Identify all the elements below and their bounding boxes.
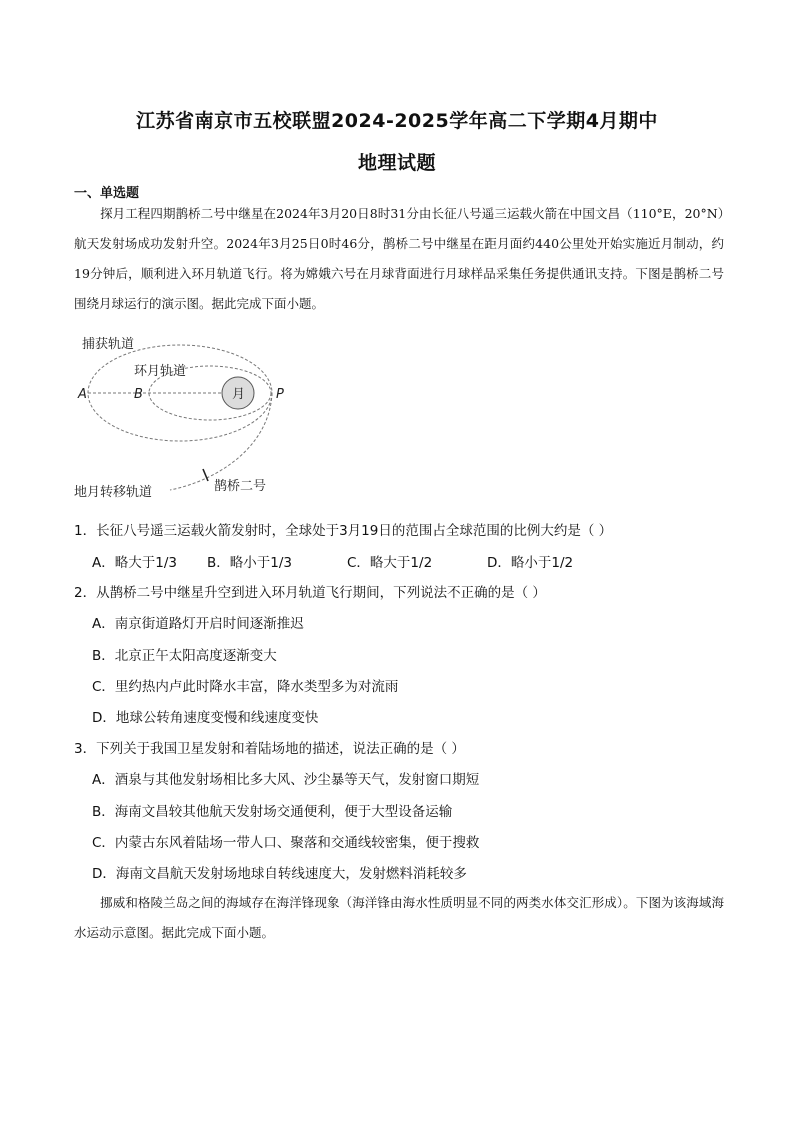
question-2-option-c: C．里约热内卢此时降水丰富，降水类型多为对流雨 xyxy=(92,679,399,695)
document-title-line2: 地理试题 xyxy=(357,152,436,174)
label-point-b: B xyxy=(134,387,143,402)
label-lunar-orbit: 环月轨道 xyxy=(134,364,187,379)
document-title-line1: 江苏省南京市五校联盟2024-2025学年高二下学期4月期中 xyxy=(136,110,658,132)
label-transfer-orbit: 地月转移轨道 xyxy=(74,485,153,500)
passage-2-text: 挪威和格陵兰岛之间的海域存在海洋锋现象（海洋锋由海水性质明显不同的两类水体交汇形成）。下图为该海域海水运动示意图。据此完成下面小题。 xyxy=(74,895,724,940)
question-1-options xyxy=(92,551,692,569)
section-heading: 一、单选题 xyxy=(74,186,140,201)
label-point-p: P xyxy=(276,387,284,402)
question-2-option-a: A．南京街道路灯开启时间逐渐推迟 xyxy=(92,616,304,632)
label-point-a: A xyxy=(78,387,87,402)
question-3-option-b: B．海南文昌较其他航天发射场交通便利，便于大型设备运输 xyxy=(92,804,453,820)
passage-1 xyxy=(74,199,724,319)
label-satellite: 鹊桥二号 xyxy=(214,479,267,494)
question-2-option-d: D．地球公转角速度变慢和线速度变快 xyxy=(92,710,319,726)
transfer-orbit-path xyxy=(170,393,272,490)
passage-2 xyxy=(74,888,724,948)
orbit-figure xyxy=(70,330,300,500)
question-1-option-c: C．略大于1/2 xyxy=(347,555,433,571)
question-1-option-b: B．略小于1/3 xyxy=(207,555,292,571)
passage-1-text: 探月工程四期鹊桥二号中继星在2024年3月20日8时31分由长征八号遥三运载火箭在中国文昌（110°E，20°N）航天发射场成功发射升空。2024年3月25日0时46分，鹊桥二号中继星在距月面约440公里处开始实施近月制动，约19分钟后，顺利进入环月轨道飞行。将为嫦娥六号在月球背面进行月球样品采集任务提供通讯支持。下图是鹊桥二号围绕月球运行的演示图。据此完成下面小题。 xyxy=(74,206,724,311)
question-2-option-b: B．北京正午太阳高度逐渐变大 xyxy=(92,648,277,664)
question-1-option-a: A．略大于1/3 xyxy=(92,555,177,571)
question-1-option-d: D．略小于1/2 xyxy=(487,555,574,571)
question-3-option-d: D．海南文昌航天发射场地球自转线速度大，发射燃料消耗较多 xyxy=(92,866,467,882)
question-1-stem: 1．长征八号遥三运载火箭发射时，全球处于3月19日的范围占全球范围的比例大约是（ ） xyxy=(74,523,613,539)
question-3-option-c: C．内蒙古东风着陆场一带人口、聚落和交通线较密集，便于搜救 xyxy=(92,835,480,851)
label-capture-orbit: 捕获轨道 xyxy=(82,337,135,352)
question-3-option-a: A．酒泉与其他发射场相比多大风、沙尘暴等天气，发射窗口期短 xyxy=(92,772,480,788)
question-3-stem: 3．下列关于我国卫星发射和着陆场地的描述，说法正确的是（ ） xyxy=(74,741,465,757)
question-2-stem: 2．从鹊桥二号中继星升空到进入环月轨道飞行期间，下列说法不正确的是（ ） xyxy=(74,585,546,601)
label-moon: 月 xyxy=(232,387,246,402)
